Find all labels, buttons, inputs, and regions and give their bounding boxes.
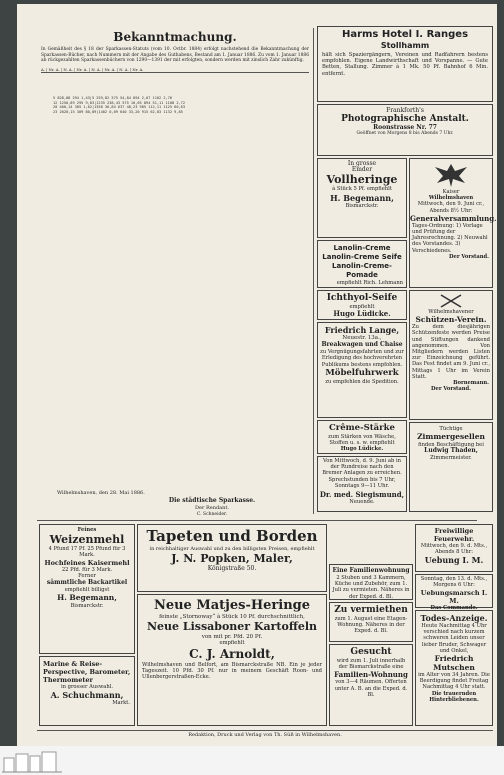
ichthyol-detail: empfiehlt (349, 304, 375, 310)
tapeten-ad (137, 524, 327, 592)
kaiser-sign: Der Vorstand. (449, 253, 489, 260)
kaiser-ad (409, 158, 497, 288)
vollheringe-title: Vollheringe (326, 173, 398, 187)
gesucht-ad (329, 644, 413, 726)
sonntag-sign: Das Commando. (430, 605, 478, 612)
zimmer-title: Zimmergesellen (417, 432, 485, 442)
ichthyol-title: Ichthyol-Seife (326, 293, 398, 303)
photo-title: Photographische Anstalt. (341, 114, 469, 125)
gesucht-title2: Familien-Wohnung (334, 670, 408, 680)
notice-signature-title: Die städtische Sparkasse. (168, 497, 256, 504)
sonntag-ad (415, 574, 493, 612)
breakwagen-title: Breakwagen und Chaise (321, 341, 403, 349)
creme-text: zum Stärken von Wäsche, Stoffen u. s. w. empfiehlt (328, 434, 396, 447)
schuetzen-title: Schützen-Verein. (415, 315, 487, 325)
zimmer-detail: finden Beschäftigung bei (418, 442, 484, 449)
todes-text: Heute Nachmittag 4 Uhr verschied nach kurzem schweren Leiden unser lieber Bruder, Schwager und Onkel, (421, 623, 487, 654)
kaiser-items: Tages-Ordnung: 1) Vorlage und Prüfung der Jahresrechnung. 2) Neuwahl des Vorstandes. 3) Verschiedenes. (412, 222, 488, 254)
notice-signature-role: Der Rendant. (195, 505, 229, 511)
weizenmehl-title: Weizenmehl (49, 533, 125, 547)
lanolin-item: Lanolin-Creme (333, 244, 391, 252)
marine-text: in grosser Auswahl. (60, 684, 114, 690)
weizenmehl-text2: 22 Pfd. für 3 Mark. (61, 566, 113, 573)
breakwagen-text: zu Vergnügungsfahrten und zur Erledigung des hochverehrten Publikums bestens empfohlen. (320, 349, 404, 368)
gesucht-text2: von 3—4 Räumen. Offerten unter A. B. an die Exped. d. Bl. (334, 679, 408, 698)
vollheringe-pre: Emder (351, 166, 373, 174)
lange-ad (317, 322, 407, 418)
kaiser-text: Mittwoch, den 9. Juni cr., Abends 8½ Uhr: (417, 201, 485, 214)
matjes-text3: empfiehlt (219, 640, 245, 647)
feuerwehr-title2: Uebung I. M. (424, 555, 484, 566)
ichthyol-ad (317, 290, 407, 320)
doctor-ad (317, 456, 407, 512)
lanolin-ad (317, 240, 407, 288)
lanolin-detail: empfiehlt Rich. Lehmann (336, 280, 403, 286)
matjes-text4: Wilhelmshaven und Belfort, am Bismarckstraße NB. Ein je jeder Tageszeit. 10 Pfd. 30 Pf. nur in meinem Geschäft Roon- und Ullenbergerstraßen-Ecke. (142, 661, 322, 681)
marine-ad (39, 656, 135, 726)
familien-title: Eine Familienwohnung (332, 567, 410, 574)
notice-body: In Gemäßheit des § 18 der Sparkassen-Statuts (vom 10. Octbr. 1884) erfolgt nachstehend die Bekanntmachung der Sparkassen-Bücher, nach Nummern mit der Angabe des Guthabens, Bestand am 1. Januar 1886. Zu vom 1. Januar 1886 ab rückgezahlten Sparkassenbüchern von 1290—1391 der mit erfolgten, sondern werden mit zinslich Zahr zukünftig. (41, 47, 309, 64)
notice-col-header: A. | Nr. A. | N. A. | Nr. A. | N. A. | Nr. A. | N. A. | Nr. A. (41, 67, 309, 73)
zimmer-name: Ludwig Thaden, (424, 447, 478, 455)
weizenmehl-title3: sämmtliche Backartikel (46, 579, 128, 587)
marine-name: A. Schuchmann, (50, 690, 124, 701)
schuetzen-pre: Wilhelmshavener (428, 309, 474, 315)
vollheringe-detail: à Stück 5 Pf. empfiehlt (332, 186, 392, 193)
ichthyol-name: Hugo Lüdicke. (333, 309, 391, 319)
lange-address: Neuestr. 13a., (342, 335, 382, 341)
weizenmehl-place: Bismarckstr. (70, 603, 104, 610)
gesucht-text: wird zum 1. Juli innerhalb der Bismarckstraße eine (336, 658, 406, 671)
newspaper-page (17, 4, 497, 746)
familien-ad (329, 564, 413, 600)
matjes-text2: von mit pr. Pfd. 20 Pf. (201, 634, 263, 641)
gesucht-title: Gesucht (350, 647, 392, 657)
weizenmehl-name: H. Begemann, (57, 593, 117, 603)
photo-address: Roonstrasse Nr. 77 (373, 124, 437, 132)
kaiser-title2: Generalversammlung. (410, 213, 497, 223)
todes-text2: im Alter von 34 Jahren. Die Beerdigung findet Freitag Nachmittag 4 Uhr statt. (418, 672, 490, 691)
tapeten-place: Königstraße 50. (207, 565, 257, 573)
creme-ad (317, 420, 407, 454)
vollheringe-place: Bismarckstr. (345, 202, 379, 209)
crossed-rifles-icon (439, 293, 463, 309)
lanolin-item: Lanolin-Creme-Pomade (332, 262, 392, 279)
notice-title: Bekanntmachung. (113, 30, 237, 44)
tapeten-title: Tapeten und Borden (146, 527, 318, 545)
feuerwehr-title: Freiwillige Feuerwehr. (433, 527, 475, 543)
doctor-text: Von Mittwoch, d. 9. Juni ab in der Rundreise nach den Bremer Anlagen zu erreichen. Sprechstunden bis 7 Uhr, Sonntags 9—11 Uhr. (322, 458, 402, 489)
tapeten-name: J. N. Popken, Maler, (171, 552, 293, 566)
moebel-title: Möbelfuhrwerk (325, 367, 399, 378)
schuetzen-text: Zu dem diesjährigen Schützenfeste werden Preise und Stiftungen dankend angenommen. Von Mitgliedern werden Listen zur Einzeichnung geführt. Das Fest findet am 9. Juni cr., Mittags 1 Uhr im Verein Statt. (412, 324, 490, 380)
marine-title: Marine & Reise-Perspective, Barometer, Thermometer (43, 660, 131, 684)
todes-name: Friedrich Mutschen (433, 654, 475, 673)
tapeten-text: in reichhaltiger Auswahl und zu den billigsten Preisen, empfiehlt (149, 546, 315, 552)
todes-title: Todes-Anzeige. (420, 613, 488, 623)
feuerwehr-text: Mittwoch, den 9. d. Mts., Abends 8 Uhr: (420, 543, 488, 556)
harms-title: Harms Hotel I. Ranges (341, 29, 469, 40)
library-banner (0, 746, 504, 775)
table-row: 23 2020,15 309 80,89|1402 0,09 640 33,20 915 62,83 1132 9,85 (53, 109, 183, 114)
weizenmehl-pre: Feines (77, 527, 97, 533)
doctor-place: Neuende. (349, 499, 375, 506)
creme-name: Hugo Lüdicke. (340, 446, 384, 453)
moebel-text: zu empfehlen die Spedition. (325, 378, 399, 385)
photo-studio-ad (317, 104, 493, 156)
familien-text: 2 Stuben und 3 Kammern, Küche und Zubehör, zum 1. Juli zu vermieten. Näheres in der Exped. d. Bl. (332, 575, 410, 600)
vollheringe-ad (317, 158, 407, 238)
zimmer-place: Zimmermeister. (430, 454, 472, 461)
creme-title: Crême-Stärke (329, 423, 395, 433)
photo-hours: Geöffnet von Morgens 8 bis Abends 7 Uhr. (356, 131, 454, 137)
harms-text: hält sich Spaziergängern, Vereinen und Radfahrern bestens empfohlen. Eigene Landwirthschaft und Vorspanne. — Gute Betten, Stallung. Zimmer à 1 Mk. 50 Pf. Bahnhof 6 Min. entfernt. (322, 52, 488, 77)
sonntag-title: Uebungsmarsch I. M. (420, 589, 488, 606)
weizenmehl-ad (39, 524, 135, 654)
todes-sign: Die trauernden Hinterbliebenen. (429, 690, 479, 703)
vermieten-title: Zu vermiethen (334, 605, 408, 615)
eagle-emblem-icon (431, 161, 471, 189)
schuetzen-sign: Der Vorstand. (431, 386, 471, 393)
matjes-ad (137, 594, 327, 726)
weizenmehl-text: 4 Pfund 17 Pf. 25 Pfund für 3 Mark. (48, 546, 126, 559)
lanolin-item: Lanolin-Creme Seife (322, 253, 402, 261)
vermieten-text: zum 1. August eine Etagen-Wohnung. Näheres in der Exped. d. Bl. (334, 616, 408, 635)
harms-hotel-ad (317, 26, 493, 102)
doctor-title: Dr. med. Siegismund, (319, 490, 405, 500)
schuetzen-name: Bornemann. (453, 380, 489, 387)
zimmer-pre: Tüchtige (439, 426, 463, 432)
table-row: 20 400,14 305 1,62|1358 36,84 637 48,23 905 112,11 1125 60,63 (53, 105, 185, 110)
matjes-text: feinste „Stornoway“ à Stück 10 Pf. durchschnittlich, (159, 614, 305, 620)
zimmer-ad (409, 422, 493, 512)
kaiser-pre: Kaiser (442, 189, 460, 195)
buildings-logo-icon (2, 748, 62, 774)
vermieten-ad (329, 602, 413, 642)
weizenmehl-text3: Ferner (78, 572, 96, 579)
todes-ad (415, 610, 493, 726)
schuetzen-ad (409, 290, 493, 420)
kaiser-title: Wilhelmshaven (428, 195, 474, 202)
table-row: 12 1250,89 295 9,83|1235 238,43 575 10,65 894 51,11 1108 2,72 (53, 100, 185, 105)
notice-table (53, 96, 293, 488)
matjes-title2: Neue Lissaboner Kartoffeln (146, 620, 318, 634)
table-row: 5 828,88 294 1,43|5 259,82 575 54,84 894 2,07 1102 2,76 (53, 96, 172, 100)
weizenmehl-title2: Hochfeines Kaisermehl (44, 558, 130, 567)
marine-place: Markt. (112, 700, 130, 707)
lange-name: Friedrich Lange, (324, 325, 400, 335)
weizenmehl-text4: empfiehlt billigst (64, 587, 110, 594)
vollheringe-intro: In grosse (347, 160, 377, 167)
photo-owner: Frankforth's (386, 107, 424, 114)
vollheringe-name: H. Begemann, (330, 192, 394, 203)
sonntag-text: Sonntag, den 13. d. Mts., Morgens 6 Uhr: (420, 576, 488, 589)
notice-signature-name: C. Schneider. (196, 512, 228, 517)
notice-place-date: Wilhelmshaven, den 28. Mai 1886. (57, 490, 145, 496)
harms-subtitle: Stollhamm (380, 41, 430, 50)
matjes-name: C. J. Arnoldt, (189, 646, 275, 661)
matjes-title: Neue Matjes-Heringe (153, 598, 311, 613)
feuerwehr-ad (415, 524, 493, 572)
footer-imprint: Redaktion, Druck und Verlag von Th. Süß in Wilhelmshaven. (188, 732, 342, 738)
